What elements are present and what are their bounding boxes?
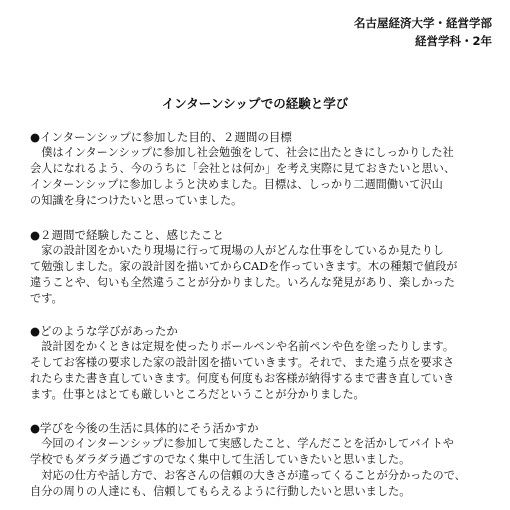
section-future (30, 420, 492, 500)
section-experience (30, 227, 492, 307)
body-line: 会人になれるよう、今のうちに「会社とは何か」を考え実際に見ておきたいと思い、 (30, 162, 456, 175)
body-line: ます。仕事とはとても厳しいところだということが分かりました。 (30, 388, 365, 401)
section-body (30, 339, 492, 403)
body-line: の知識を身につけたいと思っていました。 (30, 194, 243, 207)
section-heading: ●学びを今後の生活に具体的にそう活かすか (30, 421, 259, 435)
body-line: 自分の周りの人達にも、信頼してもらえるように行動したいと思いました。 (30, 485, 411, 498)
body-line: 家の設計図をかいたり現場に行って現場の人がどんな仕事をしているか見たりし (30, 244, 444, 257)
body-line: インターンシップに参加しようと決めました。目標は、しっかり二週間働いて沢山 (30, 178, 443, 191)
section-body (30, 243, 492, 307)
body-line: れたらまた書き直していきます。何度も何度もお客様が納得するまで書き直していき (30, 372, 455, 385)
body-line: 学校でもダラダラ過ごすのでなく集中して生活していきたいと思いました。 (30, 453, 411, 466)
section-heading: ●２週間で経験したこと、感じたこと (30, 228, 225, 242)
section-heading: ●どのような学びがあったか (30, 324, 178, 338)
affiliation-department: 経営学科・2年 (414, 34, 492, 48)
body-line: て勉強しました。家の設計図を描いてからCADを作っていきます。木の種類で値段が (30, 260, 458, 273)
section-heading: ●インターンシップに参加した目的、２週間の目標 (30, 130, 292, 144)
body-line: です。 (30, 292, 63, 305)
body-line: 設計図をかくときは定規を使ったりボールペンや名前ペンや色を塗ったりします。 (30, 340, 455, 353)
section-purpose (30, 129, 492, 209)
affiliation-university: 名古屋経済大学・経営学部 (354, 16, 492, 30)
body-line: 今回のインターンシップに参加して実感したこと、学んだことを活かしてバイトや (30, 437, 454, 450)
body-line: 違うことや、匂いも全然違うことが分かりました。いろんな発見があり、楽しかった (30, 276, 455, 289)
body-line: 僕はインターンシップに参加し社会勉強をして、社会に出たときにしっかりした社 (30, 146, 454, 159)
document-title: インターンシップでの経験と学び (161, 96, 349, 111)
body-line: 対応の仕方や話し方で、お客さんの信頼の大きさが違ってくることが分かったので、 (30, 469, 466, 482)
section-body (30, 145, 492, 209)
affiliation-block (354, 14, 492, 50)
body-line: そしてお客様の要求した家の設計図を描いていきます。それで、また違う点を要求さ (30, 356, 455, 369)
section-body (30, 436, 492, 500)
section-learning (30, 323, 492, 403)
